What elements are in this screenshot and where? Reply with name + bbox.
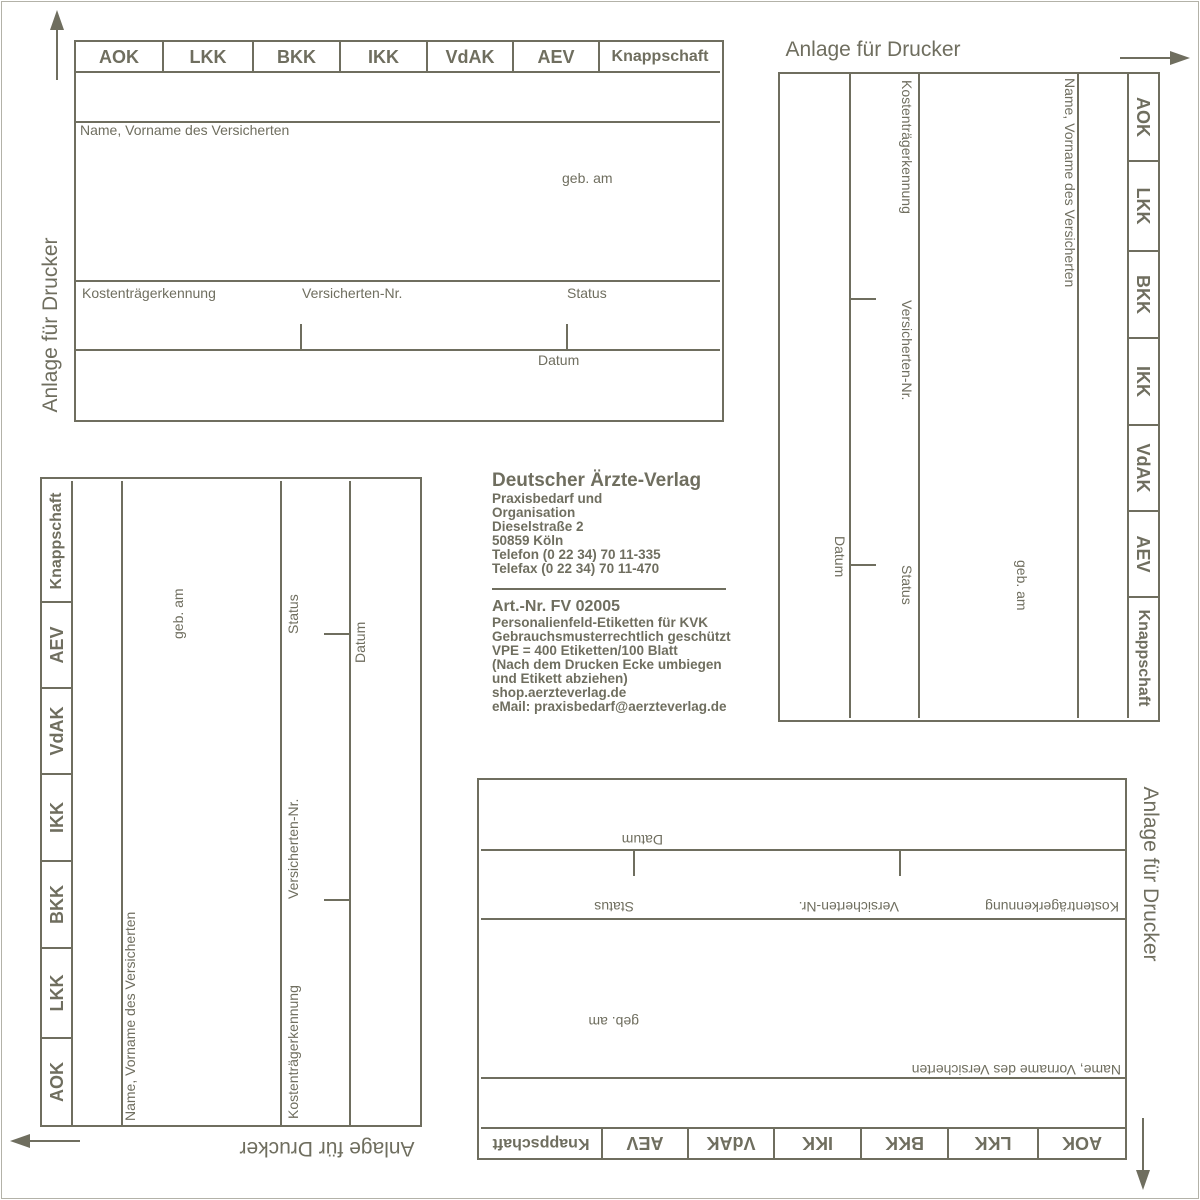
field-birth-label: geb. am <box>1014 560 1030 611</box>
field-payer-id-label: Kostenträgerkennung <box>985 899 1119 915</box>
tab-bkk: BKK <box>1133 275 1153 314</box>
publisher-block <box>492 470 792 576</box>
tab-vdak: VdAK <box>1133 443 1153 493</box>
field-name-label: Name, Vorname des Versicherten <box>122 911 138 1121</box>
field-insured-no-label: Versicherten-Nr. <box>899 300 915 401</box>
article-number: Art.-Nr. FV 02005 <box>492 598 621 615</box>
tab-knappschaft: Knappschaft <box>1135 609 1152 707</box>
tab-aev: AEV <box>47 626 67 664</box>
tab-ikk: IKK <box>802 1133 833 1153</box>
publisher-line: Dieselstraße 2 <box>492 519 584 534</box>
arrow-up-head-icon <box>50 10 64 30</box>
arrow-down-head-icon <box>1136 1170 1150 1190</box>
tab-aev: AEV <box>1133 535 1153 573</box>
product-line: und Etikett abziehen) <box>492 671 628 686</box>
publisher-line: Organisation <box>492 505 576 520</box>
tab-vdak: VdAK <box>445 47 495 67</box>
field-name-label: Name, Vorname des Versicherten <box>1062 78 1078 288</box>
tab-aok: AOK <box>47 1062 67 1102</box>
tab-aev: AEV <box>626 1133 664 1153</box>
tab-aok: AOK <box>1133 97 1153 137</box>
publisher-line: Praxisbedarf und <box>492 491 603 506</box>
field-insured-no-label: Versicherten-Nr. <box>302 285 403 301</box>
printer-caption-bottom-left: Anlage für Drucker <box>239 1137 415 1160</box>
printer-caption-top-right: Anlage für Drucker <box>785 38 961 61</box>
field-birth-label: geb. am <box>170 588 186 639</box>
product-line: Gebrauchsmusterrechtlich geschützt <box>492 629 731 644</box>
email-link[interactable]: eMail: praxisbedarf@aerzteverlag.de <box>492 699 727 714</box>
field-status-label: Status <box>285 594 301 634</box>
tab-aok: AOK <box>1062 1133 1102 1153</box>
field-name-label: Name, Vorname des Versicherten <box>911 1062 1121 1078</box>
field-date-label: Datum <box>538 352 580 368</box>
field-date-label: Datum <box>832 536 848 578</box>
field-insured-no-label: Versicherten-Nr. <box>798 899 899 915</box>
printer-caption-left: Anlage für Drucker <box>39 237 62 413</box>
publisher-phone: Telefon (0 22 34) 70 11-335 <box>492 547 661 562</box>
tab-knappschaft: Knappschaft <box>611 48 709 65</box>
printer-caption-right: Anlage für Drucker <box>1139 786 1162 962</box>
tab-ikk: IKK <box>368 47 399 67</box>
tab-ikk: IKK <box>1133 366 1153 397</box>
field-payer-id-label: Kostenträgerkennung <box>899 80 915 214</box>
field-birth-label: geb. am <box>562 170 613 186</box>
field-payer-id-label: Kostenträgerkennung <box>82 285 216 301</box>
tab-lkk: LKK <box>47 974 67 1012</box>
product-line: VPE = 400 Etiketten/100 Blatt <box>492 643 678 658</box>
product-line: (Nach dem Drucken Ecke umbiegen <box>492 657 722 672</box>
field-birth-label: geb. am <box>588 1014 639 1030</box>
info-separator <box>492 588 726 590</box>
tab-lkk: LKK <box>1133 187 1153 225</box>
product-line: Personalienfeld-Etiketten für KVK <box>492 615 709 630</box>
field-status-label: Status <box>899 565 915 605</box>
field-date-label: Datum <box>621 832 663 848</box>
tab-knappschaft: Knappschaft <box>492 1135 590 1152</box>
field-name-label: Name, Vorname des Versicherten <box>80 122 290 138</box>
shop-link[interactable]: shop.aerzteverlag.de <box>492 685 627 700</box>
tab-bkk: BKK <box>277 47 316 67</box>
field-date-label: Datum <box>352 621 368 663</box>
tab-bkk: BKK <box>885 1133 924 1153</box>
field-payer-id-label: Kostenträgerkennung <box>285 985 301 1119</box>
field-status-label: Status <box>594 899 634 915</box>
arrow-right-head-icon <box>1170 51 1190 65</box>
arrow-left-head-icon <box>10 1134 30 1148</box>
tab-lkk: LKK <box>974 1133 1012 1153</box>
publisher-name: Deutscher Ärzte-Verlag <box>492 470 702 491</box>
tab-aev: AEV <box>537 47 575 67</box>
tab-ikk: IKK <box>47 802 67 833</box>
product-block <box>492 598 792 714</box>
tab-bkk: BKK <box>47 885 67 924</box>
tab-vdak: VdAK <box>47 706 67 756</box>
field-insured-no-label: Versicherten-Nr. <box>285 798 301 899</box>
field-status-label: Status <box>567 285 607 301</box>
tab-vdak: VdAK <box>706 1133 756 1153</box>
tab-lkk: LKK <box>189 47 227 67</box>
publisher-fax: Telefax (0 22 34) 70 11-470 <box>492 561 660 576</box>
publisher-line: 50859 Köln <box>492 533 564 548</box>
tab-knappschaft: Knappschaft <box>48 492 65 590</box>
tab-aok: AOK <box>99 47 139 67</box>
